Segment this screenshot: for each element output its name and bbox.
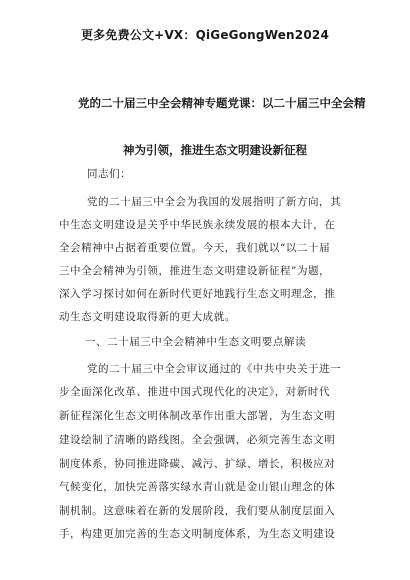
paragraph-line: 动生态文明建设取得新的更大成就。	[59, 311, 236, 323]
paragraph-line: 制度体系，协同推进降碳、减污、扩绿、增长，积极应对	[59, 458, 336, 470]
promo-header: 更多免费公文+VX：QiGeGongWen2024	[80, 28, 329, 42]
paragraph-line: 制机制。这意味着在新的发展阶段，我们要从制度层面入	[59, 505, 336, 517]
paragraph-line: 三中全会精神为引领，推进生态文明建设新征程”为题，	[59, 265, 331, 277]
paragraph-line: 新征程深化生态文明体制改革作出重大部署，为生态文明	[59, 410, 336, 422]
paragraph-line: 中生态文明建设是关乎中华民族永续发展的根本大计，在	[59, 219, 336, 231]
paragraph-line: 步全面深化改革、推进中国式现代化的决定》，对新时代	[59, 386, 330, 398]
doc-title-line-2: 神为引领，推进生态文明建设新征程	[123, 143, 307, 157]
section-heading: 一、二十届三中全会精神中生态文明要点解读	[85, 336, 306, 348]
paragraph-line: 手，构建更加完善的生态文明制度体系，为生态文明建设	[59, 528, 336, 540]
paragraph-line: 全会精神中占据着重要位置。今天，我们就以“以二十届	[59, 242, 331, 254]
paragraph-line: 党的二十届三中全会为我国的发展指明了新方向，其	[87, 196, 342, 208]
paragraph-line: 气候变化，加快完善落实绿水青山就是金山银山理念的体	[59, 481, 336, 493]
paragraph-line: 建设绘制了清晰的路线图。全会强调，必须完善生态文明	[59, 434, 336, 446]
doc-title-line-1: 党的二十届三中全会精神专题党课：以二十届三中全会精	[78, 96, 366, 110]
paragraph-line: 党的二十届三中全会审议通过的《中共中央关于进一	[87, 363, 342, 375]
salutation: 同志们：	[87, 168, 132, 180]
paragraph-line: 深入学习探讨如何在新时代更好地践行生态文明理念，推	[59, 288, 336, 300]
